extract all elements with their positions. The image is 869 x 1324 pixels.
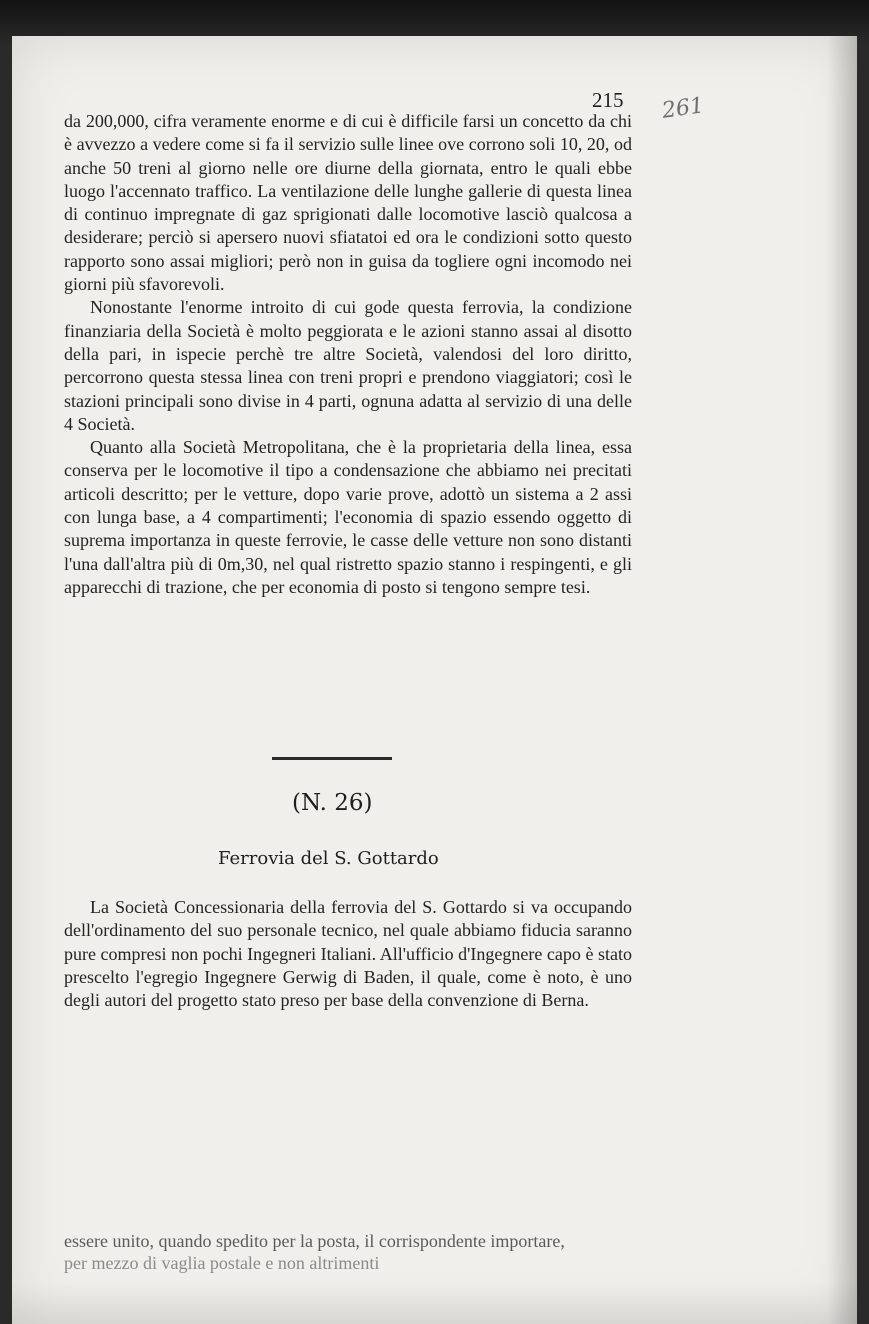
handwritten-margin-note: 261 — [660, 93, 706, 124]
page-shadow-edge — [827, 36, 857, 1324]
section-number: (N. 26) — [292, 790, 373, 816]
paragraph-1: da 200,000, cifra veramente enorme e di cui è difficile farsi un concetto da chi è avvezzo a vedere come si fa il servizio sulle linee ove corrono soli 10, 20, od anche 50 treni al giorno nelle ore diurne della giornata, entro le quali ebbe luogo l'accennato traffico. La ventilazione delle lunghe gallerie di questa linea di continuo impregnate di gaz sprigionati dalle locomotive lasciò qualcosa a desiderare; perciò si apersero nuovi sfiatatoi ed ora le condizioni sotto questo rapporto sono assai migliori; però non in guisa da togliere ogni incomodo nei giorni più sfavorevoli. — [64, 111, 632, 295]
footer-line-1: essere unito, quando spedito per la posta, il corrispondente importare, — [64, 1231, 565, 1251]
page-bottom-shade — [12, 1282, 857, 1324]
bleed-through-footer — [64, 1230, 704, 1274]
paragraph-3: Quanto alla Società Metropolitana, che è la proprietaria della linea, essa conserva per le locomotive il tipo a condensazione che abbiamo nei precitati articoli descritto; per le vetture, dopo varie prove, adottò un sistema a 2 assi con lunga base, a 4 compartimenti; l'economia di spazio essendo oggetto di suprema importanza in queste ferrovie, le casse delle vetture non sono distanti l'una dall'altra più di 0m,30, nel qual ristretto spazio stanno i respingenti, e gli apparecchi di trazione, che per economia di posto si tengono sempre tesi. — [64, 437, 632, 597]
main-text — [64, 110, 632, 599]
section-title: Ferrovia del S. Gottardo — [218, 848, 439, 869]
paragraph-2: Nonostante l'enorme introito di cui gode questa ferrovia, la condizione finanziaria della Società è molto peggiorata e le azioni stanno assai al disotto della pari, in ispecie perchè tre altre Società, valendosi del loro diritto, percorrono questa stessa linea con treni propri e prendono viaggiatori; così le stazioni principali sono divise in 4 parti, ognuna adatta al servizio di una delle 4 Società. — [64, 297, 632, 434]
page-number: 215 — [592, 88, 624, 112]
section-paragraph: La Società Concessionaria della ferrovia del S. Gottardo si va occupando dell'ordinamento del suo personale tecnico, nel quale abbiamo fiducia saranno pure compresi non pochi Ingegneri Italiani. All'ufficio d'Ingegnere capo è stato prescelto l'egregio Ingegnere Gerwig di Baden, il quale, come è noto, è uno degli autori del progetto stato preso per base della convenzione di Berna. — [64, 897, 632, 1011]
section-text — [64, 896, 632, 1012]
footer-line-2: per mezzo di vaglia postale e non altrimenti — [64, 1253, 380, 1273]
section-divider — [272, 757, 392, 760]
